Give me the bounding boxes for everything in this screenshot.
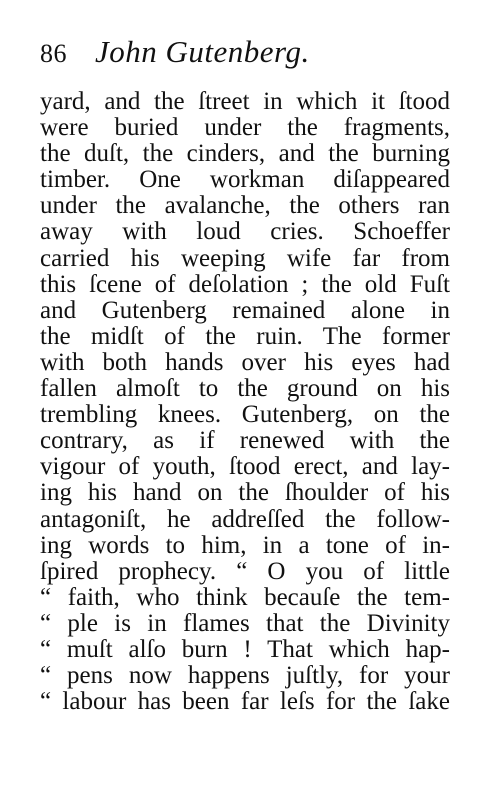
text-line: “ pens now happens juſtly, for your <box>40 662 450 690</box>
text-line: yard, and the ſtreet in which it ſtood <box>40 88 450 115</box>
text-line: “ ple is in flames that the Divinity <box>40 609 450 637</box>
text-line: “ faith, who think becauſe the tem- <box>40 583 450 611</box>
text-line: antagoniſt, he addreſſed the follow- <box>40 505 450 533</box>
text-line: with both hands over his eyes had <box>40 348 450 376</box>
text-line: carried his weeping wife far from <box>40 244 450 272</box>
body-text <box>40 89 450 715</box>
text-line: were buried under the fragments, <box>40 114 450 142</box>
running-title: John Gutenberg. <box>95 34 310 69</box>
text-line: this ſcene of deſolation ; the old Fuſt <box>40 270 450 298</box>
text-line: the duſt, the cinders, and the burning <box>40 140 450 168</box>
text-line: “ labour has been far leſs for the ſake <box>40 688 450 716</box>
text-line: contrary, as if renewed with the <box>40 427 450 455</box>
text-line: under the avalanche, the others ran <box>40 192 450 220</box>
text-line: the midſt of the ruin. The former <box>40 322 450 350</box>
text-line: timber. One workman diſappeared <box>40 166 450 194</box>
text-line: ing words to him, in a tone of in- <box>40 531 450 559</box>
text-line: trembling knees. Gutenberg, on the <box>40 401 450 429</box>
text-line: away with loud cries. Schoeffer <box>40 218 450 246</box>
page-number: 86 <box>40 39 67 68</box>
page-header <box>40 34 310 84</box>
text-line: ſpired prophecy. “ O you of little <box>40 557 450 585</box>
text-line: ing his hand on the ſhoulder of his <box>40 479 450 507</box>
text-line: and Gutenberg remained alone in <box>40 296 450 324</box>
text-line: vigour of youth, ſtood erect, and lay- <box>40 453 450 481</box>
text-line: fallen almoſt to the ground on his <box>40 375 450 403</box>
text-line: “ muſt alſo burn ! That which hap- <box>40 635 450 663</box>
